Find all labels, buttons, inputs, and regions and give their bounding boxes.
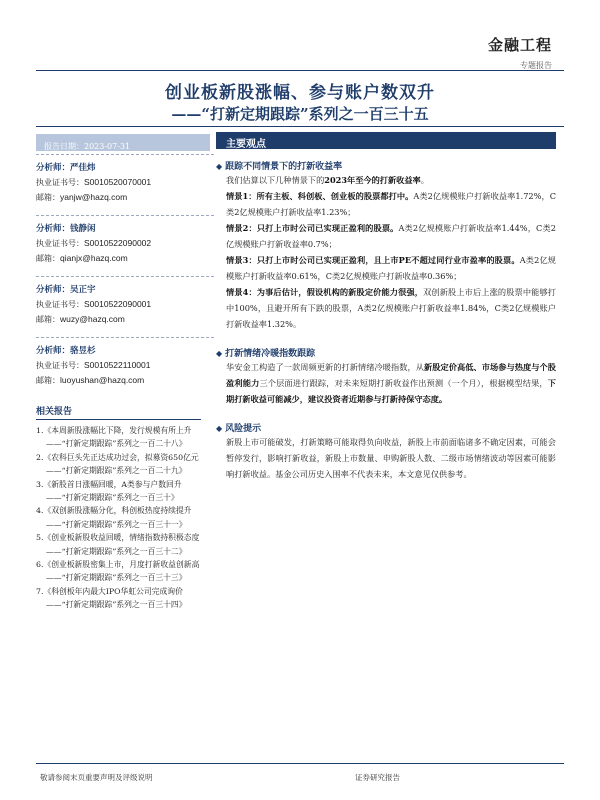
title-divider xyxy=(36,126,564,127)
section-paragraph: 新股上市可能破发，打新策略可能取得负向收益，新股上市前面临诸多不确定因素，可能会暂停发行，影响打新收益，新股上市数量、申购新股人数、二级市场情绪波动等因素可能影响打新收益。基金公司历史入围率不代表未来，本文意见仅供参考。 xyxy=(226,437,556,479)
diamond-bullet-icon: ◆ xyxy=(216,348,223,358)
analyst-license: 执业证书号：S0010522110001 xyxy=(36,360,151,370)
related-report-item[interactable]: 5.《创业板新股收益回暖，情绪指数持积极态度——“打新定期跟踪”系列之一百三十二》 xyxy=(36,533,200,556)
main-points-header xyxy=(216,132,556,149)
analyst-email[interactable]: 邮箱：qianjx@hazq.com xyxy=(36,253,128,263)
section-paragraph: 我们估算以下几种情景下的2023年至今的打新收益率。 xyxy=(226,175,429,185)
section-paragraph: 情景2：只打上市时公司已实现正盈利的股票。A类2亿规模账户打新收益率1.44%，C类2亿规模账户打新收益率0.7%； xyxy=(226,223,557,249)
section-title: ◆ 风险提示 xyxy=(216,423,262,434)
report-date-bar xyxy=(36,134,210,151)
related-report-item[interactable]: 3.《新股首日涨幅回暖，A类参与户数回升——“打新定期跟踪”系列之一百三十》 xyxy=(36,479,182,503)
footer-divider xyxy=(36,763,564,764)
analyst-card xyxy=(36,154,214,203)
section-title: ◆ 跟踪不同情景下的打新收益率 xyxy=(216,161,343,172)
section-paragraph: 情景1：所有主板、科创板、创业板的股票都打中。A类2亿规模账户打新收益率1.72%，C类2亿规模账户打新收益率1.23%； xyxy=(226,191,556,217)
section-title: ◆ 打新情绪冷暖指数跟踪 xyxy=(216,348,316,359)
main-content xyxy=(216,132,556,482)
report-type-tag: 专题报告 xyxy=(520,61,552,70)
sections-container xyxy=(216,159,556,482)
report-title: 创业板新股涨幅、参与账户数双升 xyxy=(165,83,435,103)
analyst-email[interactable]: 邮箱：wuzy@hazq.com xyxy=(36,314,125,324)
analyst-name: 分析师：骆昱杉 xyxy=(36,337,214,356)
related-report-item[interactable]: 1.《本周新股涨幅比下降，发行规模有所上升——“打新定期跟踪”系列之一百二十八》 xyxy=(36,426,192,449)
footer-disclaimer: 敬请参阅末页重要声明及评级说明 xyxy=(40,773,153,782)
report-subtitle: ——“打新定期跟踪”系列之一百三十五 xyxy=(171,105,429,123)
content-section xyxy=(216,421,556,482)
section-paragraph: 情景3：只打上市时公司已实现正盈利，且上市PE不超过同行业市盈率的股票。A类2亿规模账户打新收益率0.61%，C类2亿规模账户打新收益率0.36%； xyxy=(226,255,556,281)
brand-title: 金融工程 xyxy=(487,36,552,54)
related-report-item[interactable]: 2.《农科巨头先正达成功过会，拟募资650亿元——“打新定期跟踪”系列之一百二十九》 xyxy=(36,452,199,476)
sidebar xyxy=(36,152,214,612)
analyst-email[interactable]: 邮箱：luoyushan@hazq.com xyxy=(36,375,145,385)
analyst-name: 分析师：钱静闲 xyxy=(36,215,214,234)
related-reports-title: 相关报告 xyxy=(36,404,201,420)
diamond-bullet-icon: ◆ xyxy=(216,161,223,171)
footer-doc-type: 证券研究报告 xyxy=(355,773,400,782)
related-report-item[interactable]: 7.《科创板年内最大IPO华虹公司完成询价——“打新定期跟踪”系列之一百三十四》 xyxy=(36,586,187,610)
analyst-email[interactable]: 邮箱：yanjw@hazq.com xyxy=(36,192,128,202)
analyst-license: 执业证书号：S0010522090001 xyxy=(36,299,152,309)
diamond-bullet-icon: ◆ xyxy=(216,423,223,433)
analyst-name: 分析师：吴正宇 xyxy=(36,276,214,295)
analyst-card xyxy=(36,215,214,264)
analyst-license: 执业证书号：S0010522090002 xyxy=(36,238,152,248)
content-section xyxy=(216,159,556,332)
related-report-item[interactable]: 6.《创业板新股密集上市，月度打新收益创新高——“打新定期跟踪”系列之一百三十三》 xyxy=(36,560,200,583)
related-report-item[interactable]: 4.《双创新股涨幅分化，科创板热度持续提升——“打新定期跟踪”系列之一百三十一》 xyxy=(36,506,192,529)
top-divider xyxy=(36,70,564,71)
analyst-license: 执业证书号：S0010520070001 xyxy=(36,177,152,187)
section-paragraph: 华安金工构造了一款周频更新的打新情绪冷暖指数，从新股定价高低、市场参与热度与个股盈利能力三个层面进行跟踪，对未来短期打新收益作出预测（一个月），根据模型结果，下期打新收益可能减少，建议投资者近期参与打新持保守态度。 xyxy=(226,362,556,404)
content-section xyxy=(216,346,556,407)
analyst-name: 分析师：严佳炜 xyxy=(36,154,214,173)
main-points-title: 主要观点 xyxy=(226,139,266,150)
analyst-card xyxy=(36,337,214,386)
section-paragraph: 情景4：为事后估计，假设机构的新股定价能力很强，双创新股上市后上涨的股票中能够打中100%，且避开所有下跌的股票，A类2亿规模账户打新收益率1.84%，C类2亿规模账户打新收益率1.32%。 xyxy=(226,287,556,329)
report-date: 报告日期：2023-07-31 xyxy=(44,142,131,151)
related-reports-list xyxy=(36,424,201,612)
analyst-card xyxy=(36,276,214,325)
header-brand-block xyxy=(488,34,552,71)
analyst-list xyxy=(36,154,214,386)
